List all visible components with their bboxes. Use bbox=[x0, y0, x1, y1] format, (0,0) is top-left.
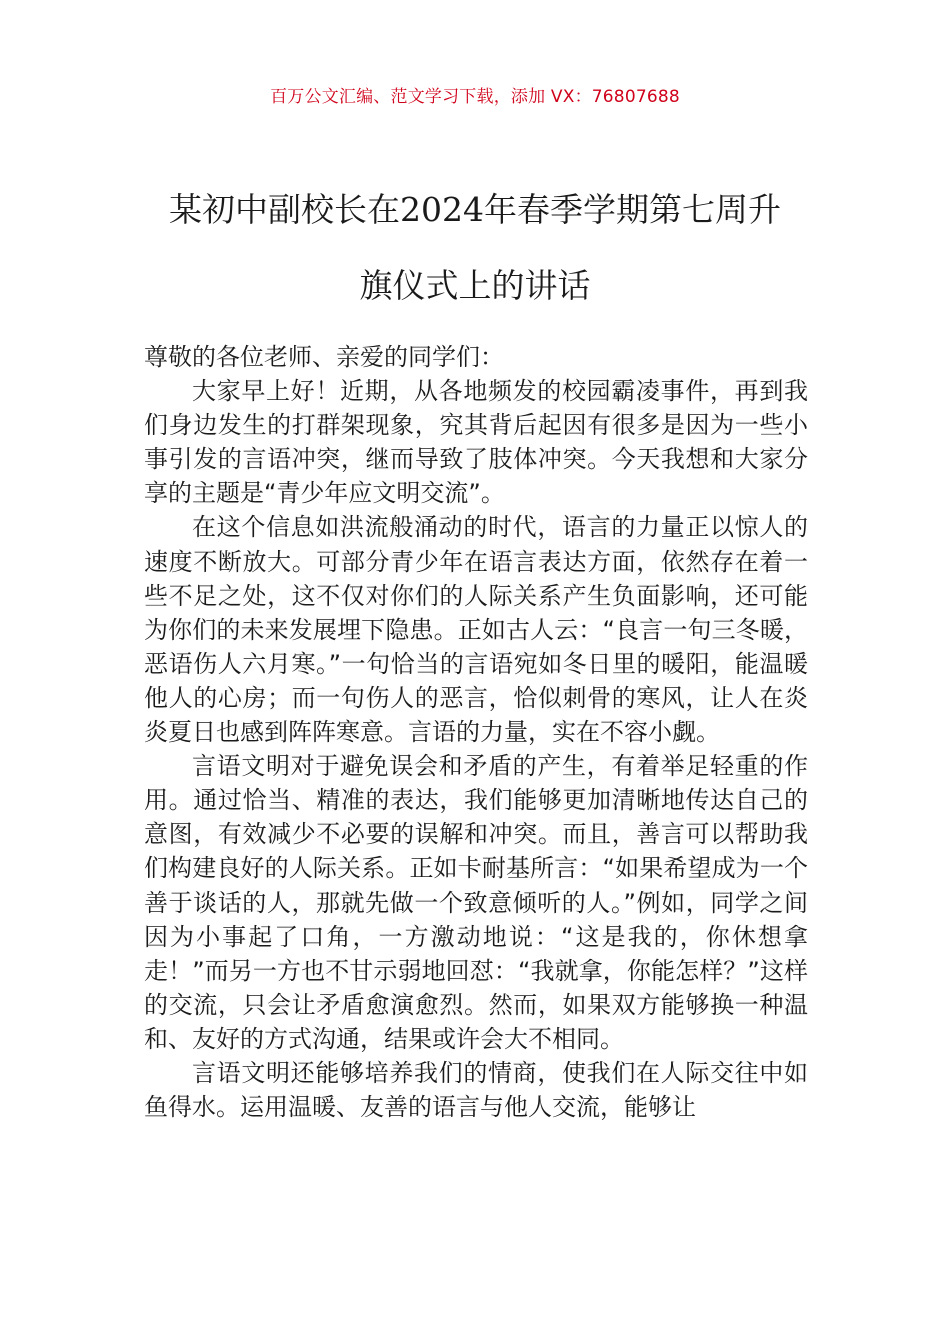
paragraph: 言语文明对于避免误会和矛盾的产生，有着举足轻重的作用。通过恰当、精准的表达，我们能够更加清晰地传达自己的意图，有效减少不必要的误解和冲突。而且，善言可以帮助我们构建良好的人际关系。正如卡耐基所言：“如果希望成为一个善于谈话的人，那就先做一个致意倾听的人。”例如，同学之间因为小事起了口角，一方激动地说：“这是我的，你休想拿走！”而另一方也不甘示弱地回怼：“我就拿，你能怎样？”这样的交流，只会让矛盾愈演愈烈。然而，如果双方能够换一种温和、友好的方式沟通，结果或许会大不相同。 bbox=[144, 752, 808, 1053]
title-line-2: 旗仪式上的讲话 bbox=[359, 266, 591, 305]
salutation: 尊敬的各位老师、亲爱的同学们： bbox=[144, 343, 504, 371]
paragraph: 大家早上好！近期，从各地频发的校园霸凌事件，再到我们身边发生的打群架现象，究其背后起因有很多是因为一些小事引发的言语冲突，继而导致了肢体冲突。今天我想和大家分享的主题是“青少年应文明交流”。 bbox=[144, 377, 808, 508]
title-line-1: 某初中副校长在2024年春季学期第七周升 bbox=[169, 190, 781, 229]
paragraph: 在这个信息如洪流般涌动的时代，语言的力量正以惊人的速度不断放大。可部分青少年在语言表达方面，依然存在着一些不足之处，这不仅对你们的人际关系产生负面影响，还可能为你们的未来发展埋下隐患。正如古人云：“良言一句三冬暖，恶语伤人六月寒。”一句恰当的言语宛如冬日里的暖阳，能温暖他人的心房；而一句伤人的恶言，恰似刺骨的寒风，让人在炎炎夏日也感到阵阵寒意。言语的力量，实在不容小觑。 bbox=[144, 513, 808, 747]
document-body bbox=[144, 340, 808, 1124]
document-title bbox=[120, 172, 830, 324]
header-banner: 百万公文汇编、范文学习下载，添加 VX：76807688 bbox=[270, 87, 680, 107]
paragraph: 言语文明还能够培养我们的情商，使我们在人际交往中如鱼得水。运用温暖、友善的语言与他人交流，能够让 bbox=[144, 1058, 808, 1122]
